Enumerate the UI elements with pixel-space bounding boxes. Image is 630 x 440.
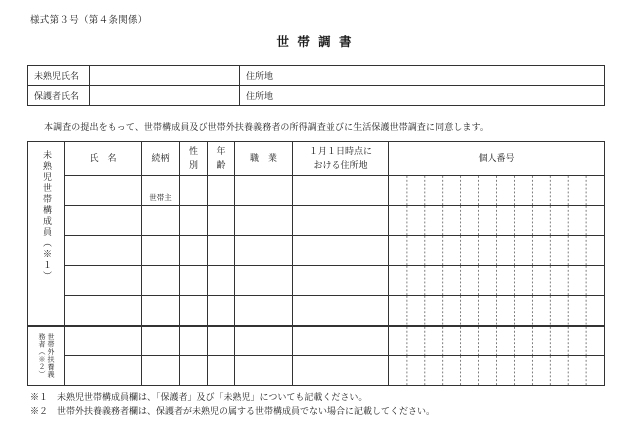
household-section-label — [28, 142, 65, 326]
relation-cell[interactable]: 世帯主 — [142, 176, 180, 206]
header-name: 氏 名 — [65, 142, 142, 176]
name-cell[interactable] — [65, 326, 142, 356]
table-row — [28, 296, 605, 326]
relation-cell[interactable] — [142, 266, 180, 296]
address-cell[interactable] — [293, 206, 389, 236]
name-cell[interactable] — [65, 236, 142, 266]
occupation-cell[interactable] — [235, 326, 293, 356]
consent-statement: 本調査の提出をもって、世帯構成員及び世帯外扶養義務者の所得調査並びに生活保護世帯調査に同意します。 — [44, 123, 490, 133]
personal-number-cell[interactable] — [389, 266, 605, 296]
occupation-cell[interactable] — [235, 236, 293, 266]
personal-number-cell[interactable] — [389, 236, 605, 266]
footnote-1: ※１ 未熟児世帯構成員欄は、「保護者」及び「未熟児」についても記載ください。 — [30, 393, 368, 403]
address-cell[interactable] — [293, 236, 389, 266]
address-cell[interactable] — [293, 356, 389, 386]
gender-cell[interactable] — [180, 236, 208, 266]
guardian-address-label: 住所地 — [240, 86, 299, 106]
gender-cell[interactable] — [180, 356, 208, 386]
age-cell[interactable] — [208, 356, 235, 386]
table-row — [28, 236, 605, 266]
gender-cell[interactable] — [180, 176, 208, 206]
household-section-text: 未熟児世帯構成員︵※１︶ — [41, 150, 51, 282]
header-address-line2: おける住所地 — [313, 160, 368, 171]
address-cell[interactable] — [293, 296, 389, 326]
age-cell[interactable] — [208, 296, 235, 326]
relation-cell[interactable] — [142, 206, 180, 236]
gender-cell[interactable] — [180, 206, 208, 236]
address-cell[interactable] — [293, 266, 389, 296]
table-header-row — [28, 142, 605, 176]
form-number: 様式第３号（第４条関係） — [30, 15, 148, 26]
digit-dividers — [389, 206, 604, 235]
guardian-name-label: 保護者氏名 — [28, 86, 90, 106]
table-row — [28, 176, 605, 206]
personal-number-cell[interactable] — [389, 326, 605, 356]
name-cell[interactable] — [65, 176, 142, 206]
gender-cell[interactable] — [180, 266, 208, 296]
table-row — [28, 356, 605, 386]
external-section-label — [28, 326, 65, 386]
header-address-line1: １月１日時点に — [308, 146, 372, 157]
gender-cell[interactable] — [180, 326, 208, 356]
footnotes — [30, 391, 435, 419]
minor-name-field[interactable] — [90, 66, 240, 86]
guardian-name-field[interactable] — [90, 86, 240, 106]
applicant-info-table — [27, 65, 605, 106]
name-cell[interactable] — [65, 206, 142, 236]
header-gender: 性別 — [180, 142, 208, 176]
minor-address-label: 住所地 — [240, 66, 299, 86]
digit-dividers — [389, 356, 604, 385]
table-row — [28, 206, 605, 236]
age-cell[interactable] — [208, 236, 235, 266]
header-occupation: 職 業 — [235, 142, 293, 176]
age-cell[interactable] — [208, 266, 235, 296]
occupation-cell[interactable] — [235, 266, 293, 296]
digit-dividers — [389, 176, 604, 205]
gender-cell[interactable] — [180, 296, 208, 326]
address-cell[interactable] — [293, 176, 389, 206]
personal-number-cell[interactable] — [389, 356, 605, 386]
age-cell[interactable] — [208, 176, 235, 206]
digit-dividers — [389, 236, 604, 265]
age-cell[interactable] — [208, 326, 235, 356]
digit-dividers — [389, 296, 604, 325]
header-age: 年齢 — [208, 142, 235, 176]
occupation-cell[interactable] — [235, 356, 293, 386]
document-title: 世 帯 調 書 — [276, 34, 354, 49]
table-row — [28, 266, 605, 296]
guardian-address-field[interactable] — [299, 86, 605, 106]
address-cell[interactable] — [293, 326, 389, 356]
relation-cell[interactable] — [142, 236, 180, 266]
occupation-cell[interactable] — [235, 206, 293, 236]
household-members-table — [27, 141, 605, 386]
digit-dividers — [389, 327, 604, 356]
table-row — [28, 326, 605, 356]
minor-name-label: 未熟児氏名 — [28, 66, 90, 86]
age-cell[interactable] — [208, 206, 235, 236]
occupation-cell[interactable] — [235, 296, 293, 326]
name-cell[interactable] — [65, 356, 142, 386]
minor-address-field[interactable] — [299, 66, 605, 86]
personal-number-cell[interactable] — [389, 176, 605, 206]
header-personal-number: 個人番号 — [389, 142, 605, 176]
personal-number-cell[interactable] — [389, 206, 605, 236]
relation-cell[interactable] — [142, 296, 180, 326]
name-cell[interactable] — [65, 296, 142, 326]
external-section-text: 世帯外扶養義務者︵※２︶ — [38, 333, 55, 379]
header-relation: 続柄 — [142, 142, 180, 176]
relation-cell[interactable] — [142, 326, 180, 356]
relation-cell[interactable] — [142, 356, 180, 386]
header-address — [293, 142, 389, 176]
personal-number-cell[interactable] — [389, 296, 605, 326]
occupation-cell[interactable] — [235, 176, 293, 206]
name-cell[interactable] — [65, 266, 142, 296]
footnote-2: ※２ 世帯外扶養義務者欄は、保護者が未熟児の属する世帯構成員でない場合に記載してください。 — [30, 407, 436, 417]
digit-dividers — [389, 266, 604, 295]
